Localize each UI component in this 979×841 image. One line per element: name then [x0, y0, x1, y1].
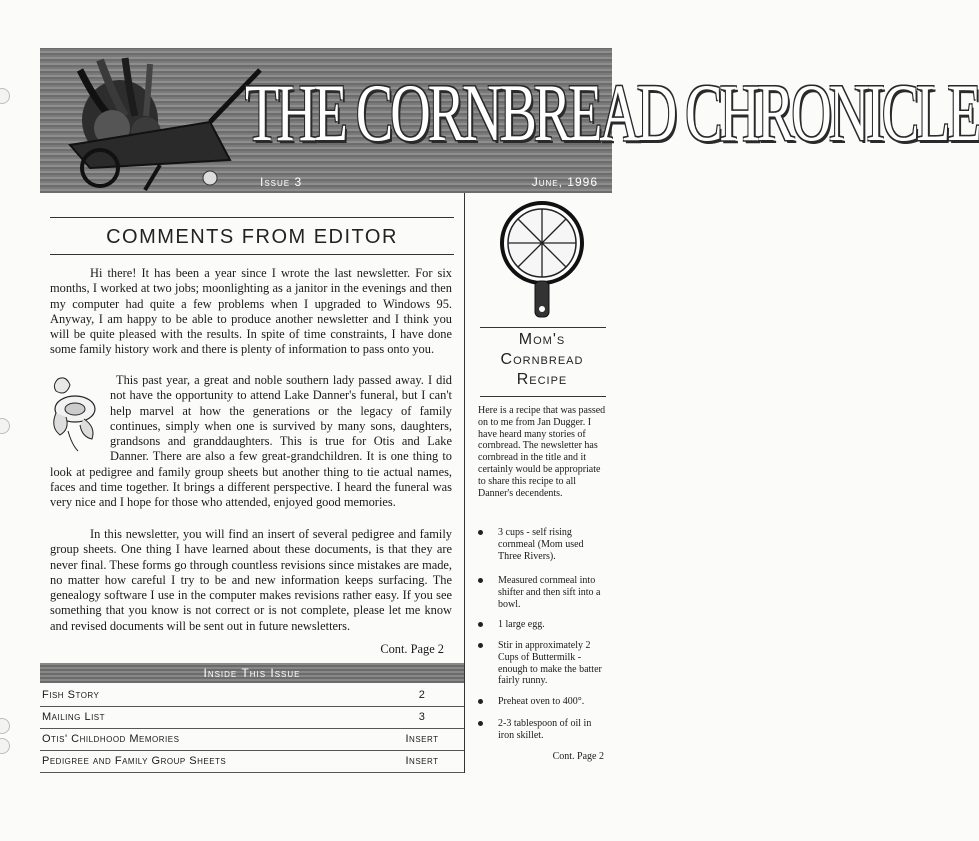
recipe-title	[472, 330, 612, 390]
editor-heading: COMMENTS FROM EDITOR	[106, 226, 398, 248]
toc-row	[40, 729, 464, 751]
recipe-step-text: Preheat oven to 400°.	[498, 696, 585, 707]
bullet-icon	[478, 721, 483, 726]
bullet-icon	[478, 530, 483, 535]
toc-page: Insert	[405, 755, 439, 767]
recipe-sidebar	[472, 193, 612, 773]
toc-page: Insert	[405, 733, 439, 745]
binder-hole	[0, 718, 10, 734]
cornbread-skillet-icon	[482, 199, 602, 324]
recipe-intro: Here is a recipe that was passed on to me from Jan Dugger. I have heard many stories of cornbread. The newsletter has cornbread in the title and it certainly would be appropriate to share this recipe to all Danner's decendents.	[478, 405, 606, 499]
toc-page: 2	[418, 689, 426, 701]
editor-paragraph-1: Hi there! It has been a year since I wrote the last newsletter. For six months, I worked at two jobs; moonlighting as a janitor in the evenings and then my computer had quite a few problems when I upgraded to Windows 95. Anyway, I am happy to be able to produce another newsletter and I think you will be quite pleased with the results. In spite of time constraints, I have done some family history work and there is plenty of information to pass onto you.	[50, 266, 452, 357]
bullet-icon	[478, 578, 483, 583]
toc-row	[40, 707, 464, 729]
toc-title: Fish Story	[42, 689, 100, 701]
continued-note: Cont. Page 2	[380, 642, 444, 656]
main-column	[40, 193, 465, 773]
recipe-step-text: 3 cups - self rising cornmeal (Mom used Three Rivers).	[498, 527, 584, 562]
inside-this-issue-label: Inside This Issue	[203, 666, 301, 680]
bullet-icon	[478, 699, 483, 704]
toc-title: Pedigree and Family Group Sheets	[42, 755, 227, 767]
heading-rule-bottom	[50, 254, 454, 255]
masthead	[40, 48, 979, 193]
recipe-continued-note: Cont. Page 2	[552, 751, 604, 762]
recipe-title-line: Mom's	[518, 331, 566, 348]
newsletter-title: THE CORNBREAD CHRONICLE	[245, 69, 979, 159]
binder-hole	[0, 418, 10, 434]
editor-paragraph-3: In this newsletter, you will find an insert of several pedigree and family group sheets. One thing I have learned about these documents, is that they are never final. These forms go through countless revisions since mistakes are made, no matter how careful I try to be and new information keeps surfacing. The genealogy software I use in the computer makes revisions rather easy. If you see something that you know is not correct or is not complete, please let me know and revised documents will be sent out in future newsletters.	[50, 527, 452, 633]
inside-this-issue-bar	[40, 663, 464, 683]
editor-paragraph-2: This past year, a great and noble southern lady passed away. I did not have the opportunity to attend Lake Danner's funeral, but I can't help marvel at how the generations or the legacy of family continues, simply when one is survived by many sons, daughters, grandsons and granddaughters. This is true for Otis and Lake Danner. There are also a few great-grandchildren. It is one thing to look at pedigree and family group sheets but another thing to tie actual names, faces and time together. It brings a different perspective. I heard the funeral was very nice and I hope for those who attended, enjoyed good memories.	[50, 373, 452, 510]
flower-emblem-icon	[44, 375, 106, 453]
bullet-icon	[478, 643, 483, 648]
binder-hole	[0, 738, 10, 754]
toc-row	[40, 685, 464, 707]
toc-row	[40, 751, 464, 773]
recipe-title-line: Recipe	[516, 371, 568, 388]
binder-hole	[0, 88, 10, 104]
recipe-step-text: 2-3 tablespoon of oil in iron skillet.	[498, 718, 592, 741]
recipe-step-text: 1 large egg.	[498, 619, 545, 630]
bullet-icon	[478, 622, 483, 627]
recipe-step-text: Measured cornmeal into shifter and then sift into a bowl.	[498, 575, 601, 610]
issue-number: Issue 3	[260, 175, 303, 189]
issue-date: June, 1996	[531, 175, 598, 189]
toc-title: Mailing List	[42, 711, 106, 723]
recipe-step-text: Stir in approximately 2 Cups of Buttermilk - enough to make the batter fairly runny.	[498, 640, 602, 687]
editor-paragraph-2-block	[50, 373, 452, 511]
heading-rule-top	[50, 217, 454, 218]
wheelbarrow-harvest-illustration	[60, 50, 270, 190]
recipe-rule-top	[480, 327, 606, 328]
recipe-rule-bottom	[480, 396, 606, 397]
recipe-title-line: Cornbread	[500, 351, 584, 368]
toc-page: 3	[418, 711, 426, 723]
toc-title: Otis' Childhood Memories	[42, 733, 180, 745]
